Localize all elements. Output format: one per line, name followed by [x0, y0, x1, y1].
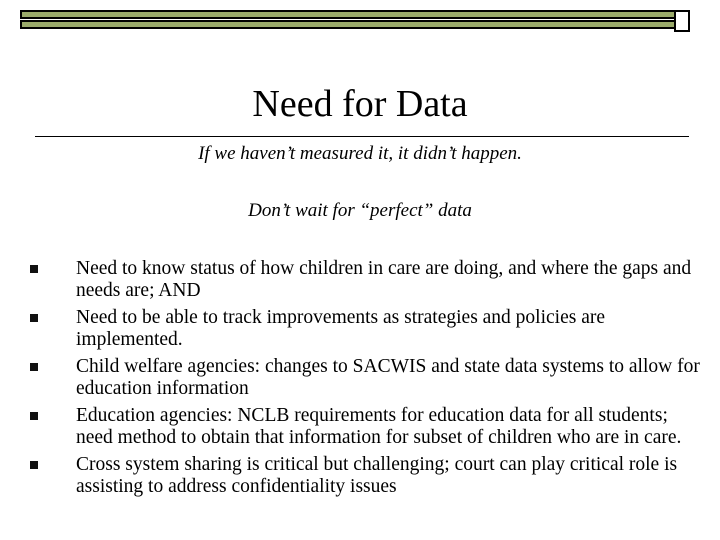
- bullet-text: Need to know status of how children in care are doing, and where the gaps and needs are; AND: [76, 258, 692, 301]
- title-divider: [35, 136, 689, 137]
- slide-title-text: Need for Data: [252, 83, 468, 125]
- slide-subtitle-note: Don’t wait for “perfect” data: [248, 200, 472, 221]
- square-bullet-icon: [30, 314, 38, 322]
- top-bar-band-lower: [20, 20, 686, 29]
- bullet-text: Cross system sharing is critical but challenging; court can play critical role is assisting to address confidentiality issues: [76, 454, 678, 497]
- bullet-text: Education agencies: NCLB requirements for education data for all students; need method to obtain that information for subset of children who are in care.: [76, 405, 682, 448]
- bullet-item: [30, 454, 700, 497]
- top-bar-corner-box: [674, 10, 690, 32]
- bullet-item: [30, 258, 700, 301]
- bullet-text: Need to be able to track improvements as strategies and policies are implemented.: [76, 307, 606, 350]
- decorative-top-bar: [20, 10, 690, 32]
- bullet-item: [30, 405, 700, 448]
- bullet-list: [30, 258, 700, 503]
- square-bullet-icon: [30, 363, 38, 371]
- square-bullet-icon: [30, 461, 38, 469]
- bullet-item: [30, 307, 700, 350]
- slide-subtitle-quote: If we haven’t measured it, it didn’t happen.: [198, 143, 522, 164]
- bullet-item: [30, 356, 700, 399]
- slide-title: [0, 82, 720, 126]
- bullet-text: Child welfare agencies: changes to SACWIS and state data systems to allow for education information: [76, 356, 700, 399]
- square-bullet-icon: [30, 412, 38, 420]
- square-bullet-icon: [30, 265, 38, 273]
- top-bar-band-upper: [20, 10, 686, 19]
